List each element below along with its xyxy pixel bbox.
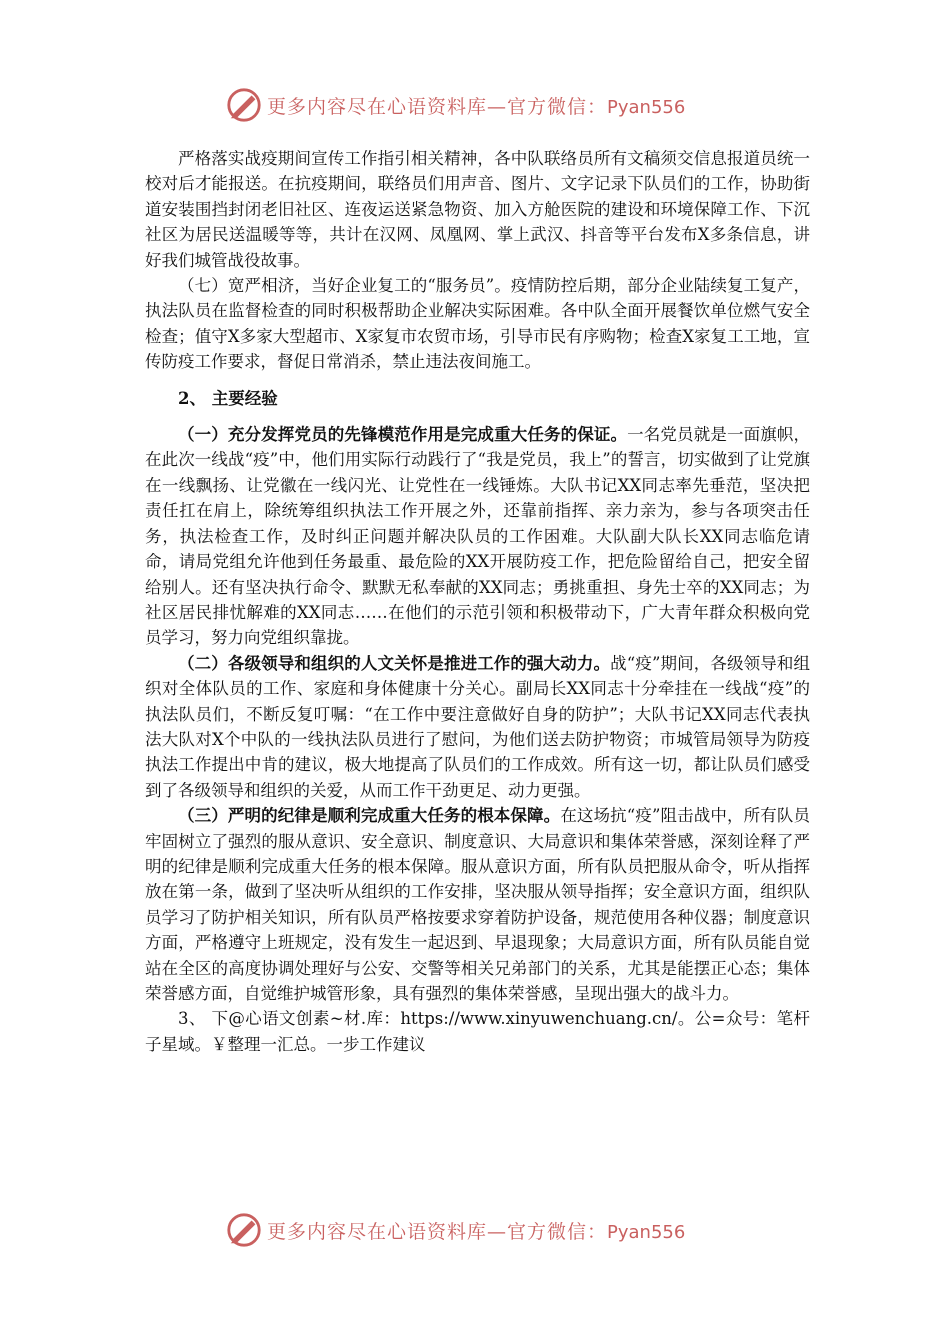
banner-text: 更多内容尽在心语资料库—官方微信：Pyan556 (267, 95, 686, 118)
paragraph-party-members: （一）充分发挥党员的先锋模范作用是完成重大任务的保证。一名党员就是一面旗帜，在此次一线战“疫”中，他们用实际行动践行了“我是党员，我上”的誓言，切实做到了让党旗在一线飘扬、让党徽在一线闪光、让党性在一线锤炼。大队书记XX同志率先垂范，坚决把责任扛在肩上，除统筹组织执法工作开展之外，还靠前指挥、亲力亲为，参与各项突击任务，执法检查工作，及时纠正问题并解决队员的工作困难。大队副大队长XX同志临危请命，请局党组允许他到任务最重、最危险的XX开展防疫工作，把危险留给自己，把安全留给别人。还有坚决执行命令、默默无私奉献的XX同志；勇挑重担、身先士卒的XX同志；为社区居民排忧解难的XX同志……在他们的示范引领和积极带动下，广大青年群众积极向党员学习，努力向党组织靠拢。 (145, 425, 811, 648)
footer-banner (225, 1210, 725, 1250)
paragraph-enterprise-resumption: （七）宽严相济，当好企业复工的“服务员”。疫情防控后期，部分企业陆续复工复产，执法队员在监督检查的同时积极帮助企业解决实际困难。各中队全面开展餐饮单位燃气安全检查；值守X多家大型超市、X家复市农贸市场，引导市民有序购物；检查X家复工工地，宣传防疫工作要求，督促日常消杀，禁止违法夜间施工。 (145, 276, 810, 372)
header-banner (225, 85, 725, 125)
banner-text: 更多内容尽在心语资料库—官方微信：Pyan556 (267, 1220, 686, 1243)
paragraph-lead-bold: （一）充分发挥党员的先锋模范作用是完成重大任务的保证。 (178, 425, 628, 445)
paragraph-lead-bold: （三）严明的纪律是顺利完成重大任务的根本保障。 (178, 806, 561, 826)
paragraph-discipline: （三）严明的纪律是顺利完成重大任务的根本保障。在这场抗“疫”阻击战中，所有队员牢固树立了强烈的服从意识、安全意识、制度意识、大局意识和集体荣誉感，深刻诠释了严明的纪律是顺利完成重大任务的根本保障。服从意识方面，所有队员把服从命令，听从指挥放在第一条，做到了坚决听从组织的工作安排，坚决服从领导指挥；安全意识方面，组织队员学习了防护相关知识，所有队员严格按要求穿着防护设备，规范使用各种仪器；制度意识方面，严格遵守上班规定，没有发生一起迟到、早退现象；大局意识方面，所有队员能自觉站在全区的高度协调处理好与公安、交警等相关兄弟部门的关系，尤其是能摆正心态；集体荣誉感方面，自觉维护城管形象，具有强烈的集体荣誉感，呈现出强大的战斗力。 (145, 806, 811, 1003)
pen-scroll-logo-icon (225, 86, 263, 124)
paragraph-lead-bold: （二）各级领导和组织的人文关怀是推进工作的强大动力。 (178, 653, 611, 673)
document-body (145, 146, 810, 1057)
section-heading-main-experience: 2、 主要经验 (178, 388, 278, 408)
paragraph-next-steps: 3、 下@心语文创素~材.库：https://www.xinyuwenchuang.cn/。公=众号：笔杆子星域。￥整理一汇总。一步工作建议 (145, 1009, 810, 1054)
pen-scroll-logo-icon (225, 1211, 263, 1249)
paragraph-leadership-care: （二）各级领导和组织的人文关怀是推进工作的强大动力。战“疫”期间，各级领导和组织对全体队员的工作、家庭和身体健康十分关心。副局长XX同志十分牵挂在一线战“疫”的执法队员们，不断反复叮嘱：“在工作中要注意做好自身的防护”；大队书记XX同志代表执法大队对X个中队的一线执法队员进行了慰问，为他们送去防护物资；市城管局领导为防疫执法工作提出中肯的建议，极大地提高了队员们的工作成效。所有这一切，都让队员们感受到了各级领导和组织的关爱，从而工作干劲更足、动力更强。 (145, 653, 811, 800)
paragraph-propaganda: 严格落实战疫期间宣传工作指引相关精神，各中队联络员所有文稿须交信息报道员统一校对后才能报送。在抗疫期间，联络员们用声音、图片、文字记录下队员们的工作，协助街道安装围挡封闭老旧社区、连夜运送紧急物资、加入方舱医院的建设和环境保障工作、下沉社区为居民送温暖等等，共计在汉网、凤凰网、掌上武汉、抖音等平台发布X多条信息，讲好我们城管战役故事。 (145, 149, 810, 270)
